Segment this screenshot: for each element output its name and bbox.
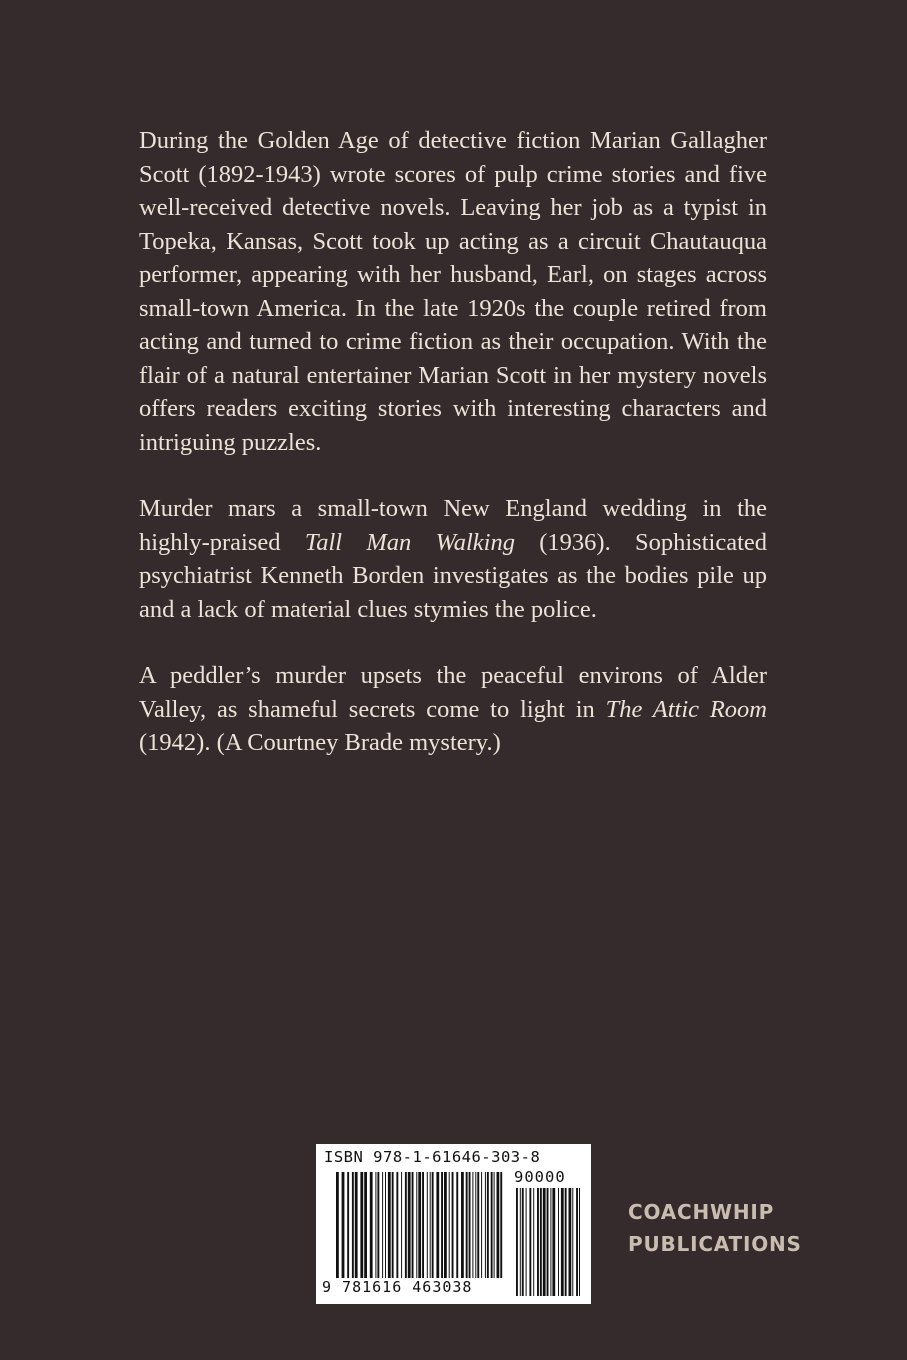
book-title-the-attic-room: The Attic Room xyxy=(605,695,767,723)
description-paragraph-1: During the Golden Age of detective fiction Marian Gallagher Scott (1892-1943) wrote scores of pulp crime stories and five well-received detective novels. Leaving her job as a typist in Topeka, Kansas, Scott took up acting as a circuit Chautauqua performer, appearing with her husband, Earl, on stages across small-town America. In the late 1920s the couple retired from acting and turned to crime fiction as their occupation. With the flair of a natural entertainer Marian Scott in her mystery novels offers readers exciting stories with interesting characters and intriguing puzzles. xyxy=(139,127,767,456)
paragraph-2-text-start: Murder mars a small-town New England wedding in the highly-praised xyxy=(139,495,767,556)
book-description xyxy=(139,124,767,793)
publisher-logo xyxy=(628,1196,868,1260)
paragraph-3-text-start: A peddler’s murder upsets the peaceful environs of Alder Valley, as shameful secrets come to light in xyxy=(139,662,767,723)
paragraph-3-text-end: (1942). (A Courtney Brade mystery.) xyxy=(139,729,501,756)
description-paragraph-3 xyxy=(139,659,767,760)
book-title-tall-man-walking: Tall Man Walking xyxy=(304,528,515,556)
isbn-text: ISBN 978-1-61646-303-8 xyxy=(324,1148,541,1166)
description-paragraph-2 xyxy=(139,492,767,626)
price-code: 90000 xyxy=(514,1168,566,1186)
publisher-name-line-2: PUBLICATIONS xyxy=(628,1232,802,1256)
paragraph-2-text-end: (1936). Sophisticated psychiatrist Kenneth Borden investigates as the bodies pile up and a lack of material clues stymies the police. xyxy=(139,528,768,623)
publisher-name-line-1: COACHWHIP xyxy=(628,1200,775,1224)
ean-digits: 9 781616 463038 xyxy=(322,1278,473,1296)
ean-barcode-bars xyxy=(336,1172,504,1278)
isbn-barcode xyxy=(316,1144,591,1304)
addon-barcode-bars xyxy=(516,1188,580,1296)
